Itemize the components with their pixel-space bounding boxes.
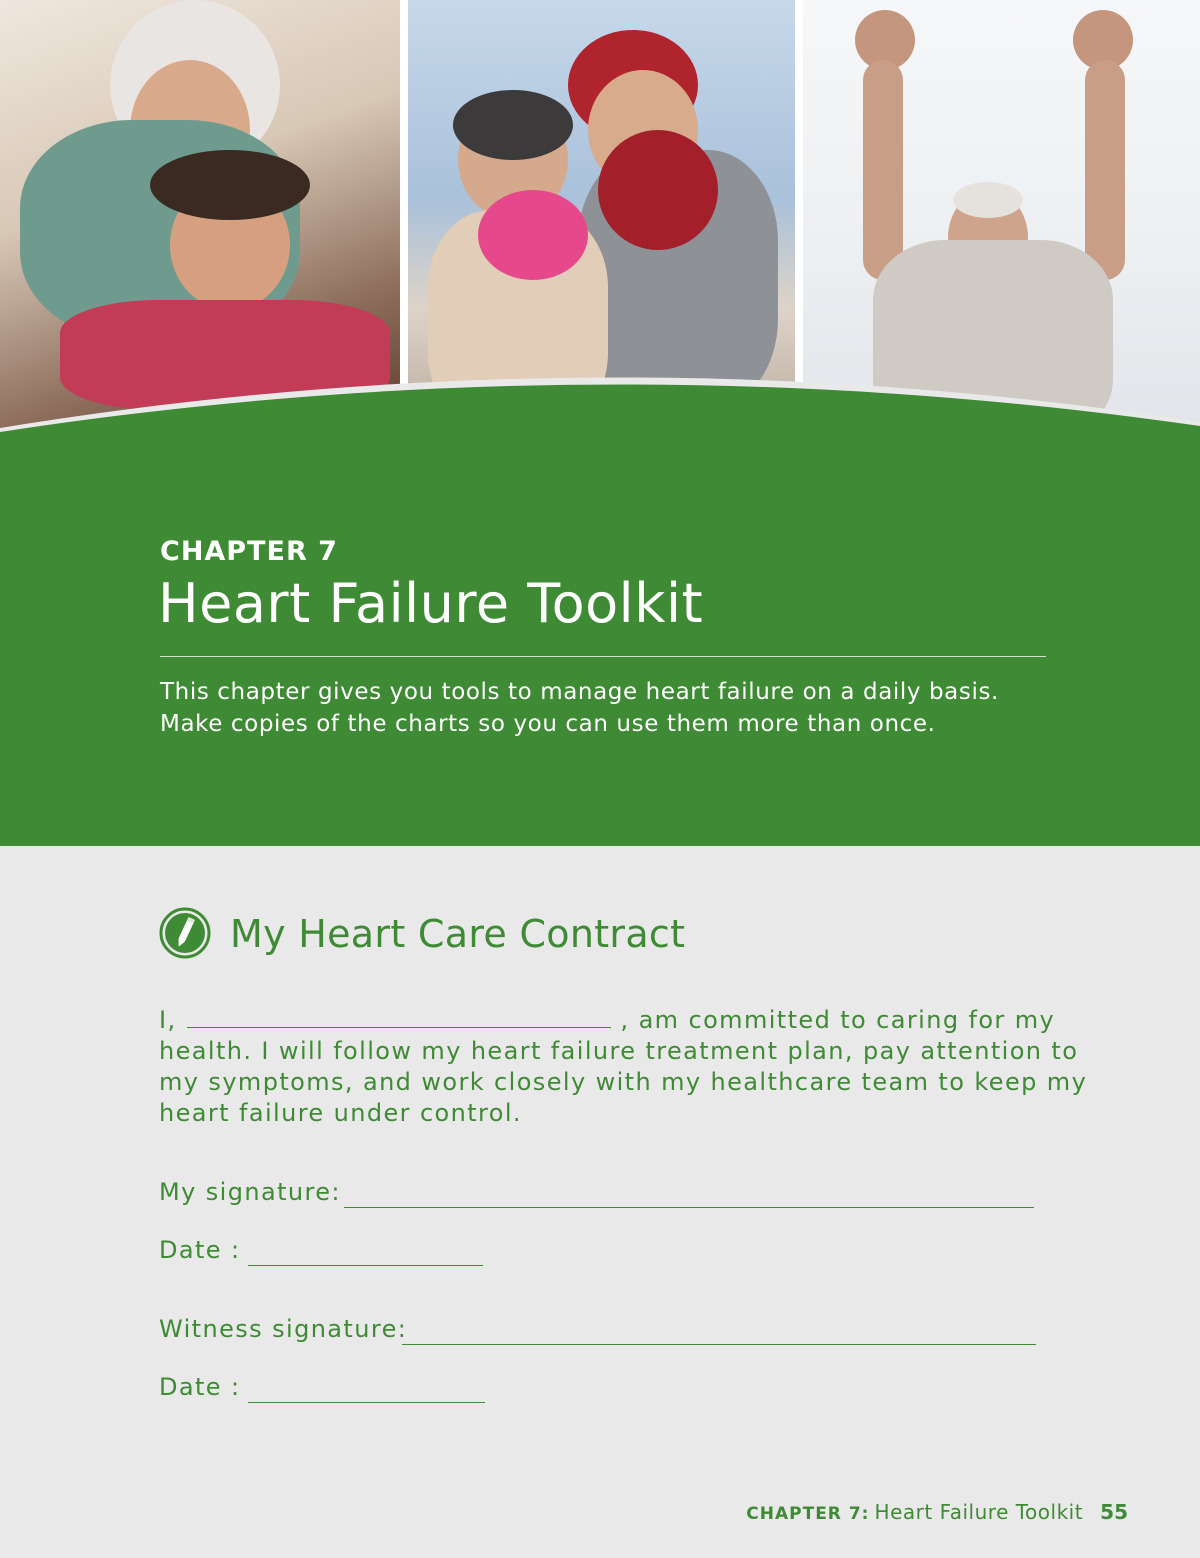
contract-line-1 (159, 1004, 1056, 1036)
contract-body (159, 1004, 1088, 1129)
page-number: 55 (1100, 1500, 1128, 1524)
date-label-1: Date : (159, 1236, 241, 1264)
witness-signature-field[interactable] (402, 1344, 1036, 1345)
date-field-1[interactable] (248, 1265, 483, 1266)
contract-body-start: I, (159, 1006, 177, 1034)
contract-line-3: my symptoms, and work closely with my healthcare team to keep my (159, 1068, 1088, 1096)
my-signature-field[interactable] (344, 1207, 1034, 1208)
footer-title: Heart Failure Toolkit (874, 1500, 1084, 1524)
chapter-intro-line-1: This chapter gives you tools to manage heart failure on a daily basis. (160, 679, 999, 705)
chapter-intro (160, 676, 1060, 740)
contract-line-1-end: , am committed to caring for my (620, 1006, 1056, 1034)
page-footer (746, 1500, 1128, 1524)
my-signature-label: My signature: (159, 1178, 341, 1206)
date-label-2: Date : (159, 1373, 241, 1401)
pencil-icon (158, 906, 212, 960)
contract-line-4: heart failure under control. (159, 1099, 522, 1127)
footer-chapter: CHAPTER 7: (746, 1504, 870, 1524)
date-field-2[interactable] (248, 1402, 485, 1403)
witness-signature-label: Witness signature: (159, 1315, 408, 1343)
chapter-label: CHAPTER 7 (160, 536, 338, 567)
name-blank[interactable] (187, 1004, 611, 1028)
chapter-intro-line-2: Make copies of the charts so you can use them more than once. (160, 711, 936, 737)
contract-title: My Heart Care Contract (230, 912, 686, 956)
chapter-title: Heart Failure Toolkit (158, 572, 704, 635)
title-divider (160, 656, 1046, 657)
contract-line-2: health. I will follow my heart failure treatment plan, pay attention to (159, 1037, 1079, 1065)
